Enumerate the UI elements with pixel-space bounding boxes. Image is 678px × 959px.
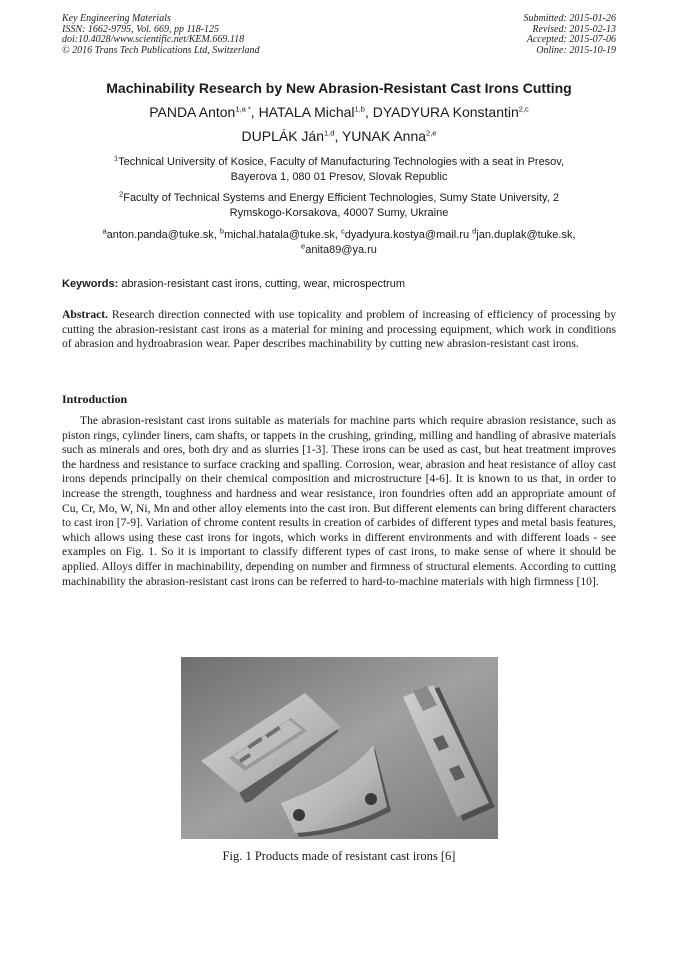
author-sup: 2,c — [518, 104, 529, 114]
paper-dates — [524, 14, 617, 56]
journal-issn: ISSN: 1662-9795, Vol. 669, pp 118-125 — [62, 23, 220, 35]
email-sup: e — [301, 241, 306, 251]
affiliation-text: Rymskogo-Korsakova, 40007 Sumy, Ukraine — [229, 207, 449, 219]
date-submitted: Submitted: 2015-01-26 — [523, 13, 616, 24]
author-sup: 1,b — [354, 104, 365, 114]
email-link[interactable]: anton.panda@tuke.sk — [106, 229, 214, 241]
cast-iron-parts-image — [181, 657, 498, 839]
date-accepted: Accepted: 2015-07-06 — [526, 34, 616, 45]
author-name: DYADYURA Konstantin — [372, 104, 519, 120]
keywords-text: abrasion-resistant cast irons, cutting, wear, microspectrum — [121, 278, 405, 290]
introduction-text: The abrasion-resistant cast irons suitable as materials for machine parts which require abrasion resistance, such as piston rings, cylinder liners, cam shafts, or tappets in the crushing, grinding, milling and handling of abrasive materials such as minerals and ores, both dry and as slurries [1-3]. These irons can be used as cast, but heat treatment improves the hardness and resistance to surface cracking and spalling. Corrosion, wear, abrasion and heat resistance of alloy cast irons depends principally on their chemical composition and microstructure [4-6]. It is known to us that, in order to increase the strength, toughness and hardness and wear resistance, iron foundries often add an appropriate amount of Cu, Cr, Mo, W, Ni, Mn and other alloy elements into the cast iron. But different elements can bring different characters to cast iron [7-9]. Variation of chrome content results in creation of carbides of different types and metal basis features, which allows using these cast irons for ingots, which works in different environments and with different loads - see examples on Fig. 1. So it is important to classify different types of cast irons, to make sense of where it should be applied. Alloys differ in machinability, depending on number and firmness of structural elements. According to cutting machinability the abrasion-resistant cast irons can be referred to hard-to-machine materials with high firmness [10]. — [62, 414, 616, 588]
affiliation-1 — [80, 155, 598, 185]
affiliation-sup: 2 — [119, 189, 124, 199]
introduction-heading: Introduction — [62, 392, 128, 406]
journal-copyright: © 2016 Trans Tech Publications Ltd, Switzerland — [62, 44, 260, 56]
author-sup: 1,a * — [235, 104, 251, 114]
author-sup: 2,e — [426, 128, 437, 138]
email-sup: b — [219, 226, 225, 236]
author-sup: 1,d — [324, 128, 335, 138]
abstract-label: Abstract. — [62, 308, 109, 321]
email-link[interactable]: michal.hatala@tuke.sk — [224, 229, 335, 241]
author-name: PANDA Anton — [149, 104, 236, 120]
figure-caption: Fig. 1 Products made of resistant cast irons [6] — [222, 849, 456, 863]
email-link[interactable]: anita89@ya.ru — [305, 244, 377, 256]
abstract-text: Research direction connected with use topicality and problem of increasing of efficiency of processing by cutting the abrasion-resistant cast irons as a material for mining and processing equipment, which work in conditions of abrasion and hydroabrasion wear. Paper describes machinability by cutting new abrasion-resistant cast irons. — [62, 308, 616, 351]
affiliation-text: Bayerova 1, 080 01 Presov, Slovak Republic — [230, 171, 448, 183]
authors-line-2: DUPLÁK Ján$^{1,d}$, YUNAK Anna$^{2,e}$ — [241, 128, 437, 144]
journal-name: Key Engineering Materials — [62, 13, 171, 24]
email-link[interactable]: jan.duplak@tuke.sk — [476, 229, 573, 241]
journal-info — [62, 14, 260, 56]
email-sup: a — [102, 226, 107, 236]
affiliation-text: Technical University of Kosice, Faculty of Manufacturing Technologies with a seat in Presov, — [118, 156, 565, 168]
affiliation-2 — [80, 191, 598, 221]
keywords — [62, 278, 616, 290]
author-emails: $^a$anton.panda@tuke.sk, $^b$michal.hatala@tuke.sk, $^c$dyadyura.kostya@mail.ru $^d$jan.duplak@tuke.sk, $^e$anita89@ya.ru — [102, 226, 576, 256]
email-link[interactable]: dyadyura.kostya@mail.ru — [344, 229, 470, 241]
journal-doi: doi:10.4028/www.scientific.net/KEM.669.118 — [62, 34, 245, 45]
date-online: Online: 2015-10-19 — [536, 44, 616, 56]
figure-photo — [181, 657, 498, 839]
email-sup: c — [341, 226, 345, 236]
affiliation-sup: 1 — [113, 153, 119, 163]
authors-line-1: PANDA Anton$^{1,a *}$, HATALA Michal$^{1,b}$, DYADYURA Konstantin$^{2,c}$ — [149, 104, 529, 120]
author-name: DUPLÁK Ján — [241, 128, 324, 144]
date-revised: Revised: 2015-02-13 — [532, 23, 616, 35]
keywords-label: Keywords: — [62, 278, 119, 290]
affiliation-text: Faculty of Technical Systems and Energy Efficient Technologies, Sumy State University, 2 — [123, 192, 559, 204]
abstract — [62, 308, 616, 352]
email-sup: d — [472, 226, 477, 236]
author-name: HATALA Michal — [258, 104, 355, 120]
paper-title: Machinability Research by New Abrasion-Resistant Cast Irons Cutting — [106, 80, 572, 96]
author-name: YUNAK Anna — [341, 128, 427, 144]
